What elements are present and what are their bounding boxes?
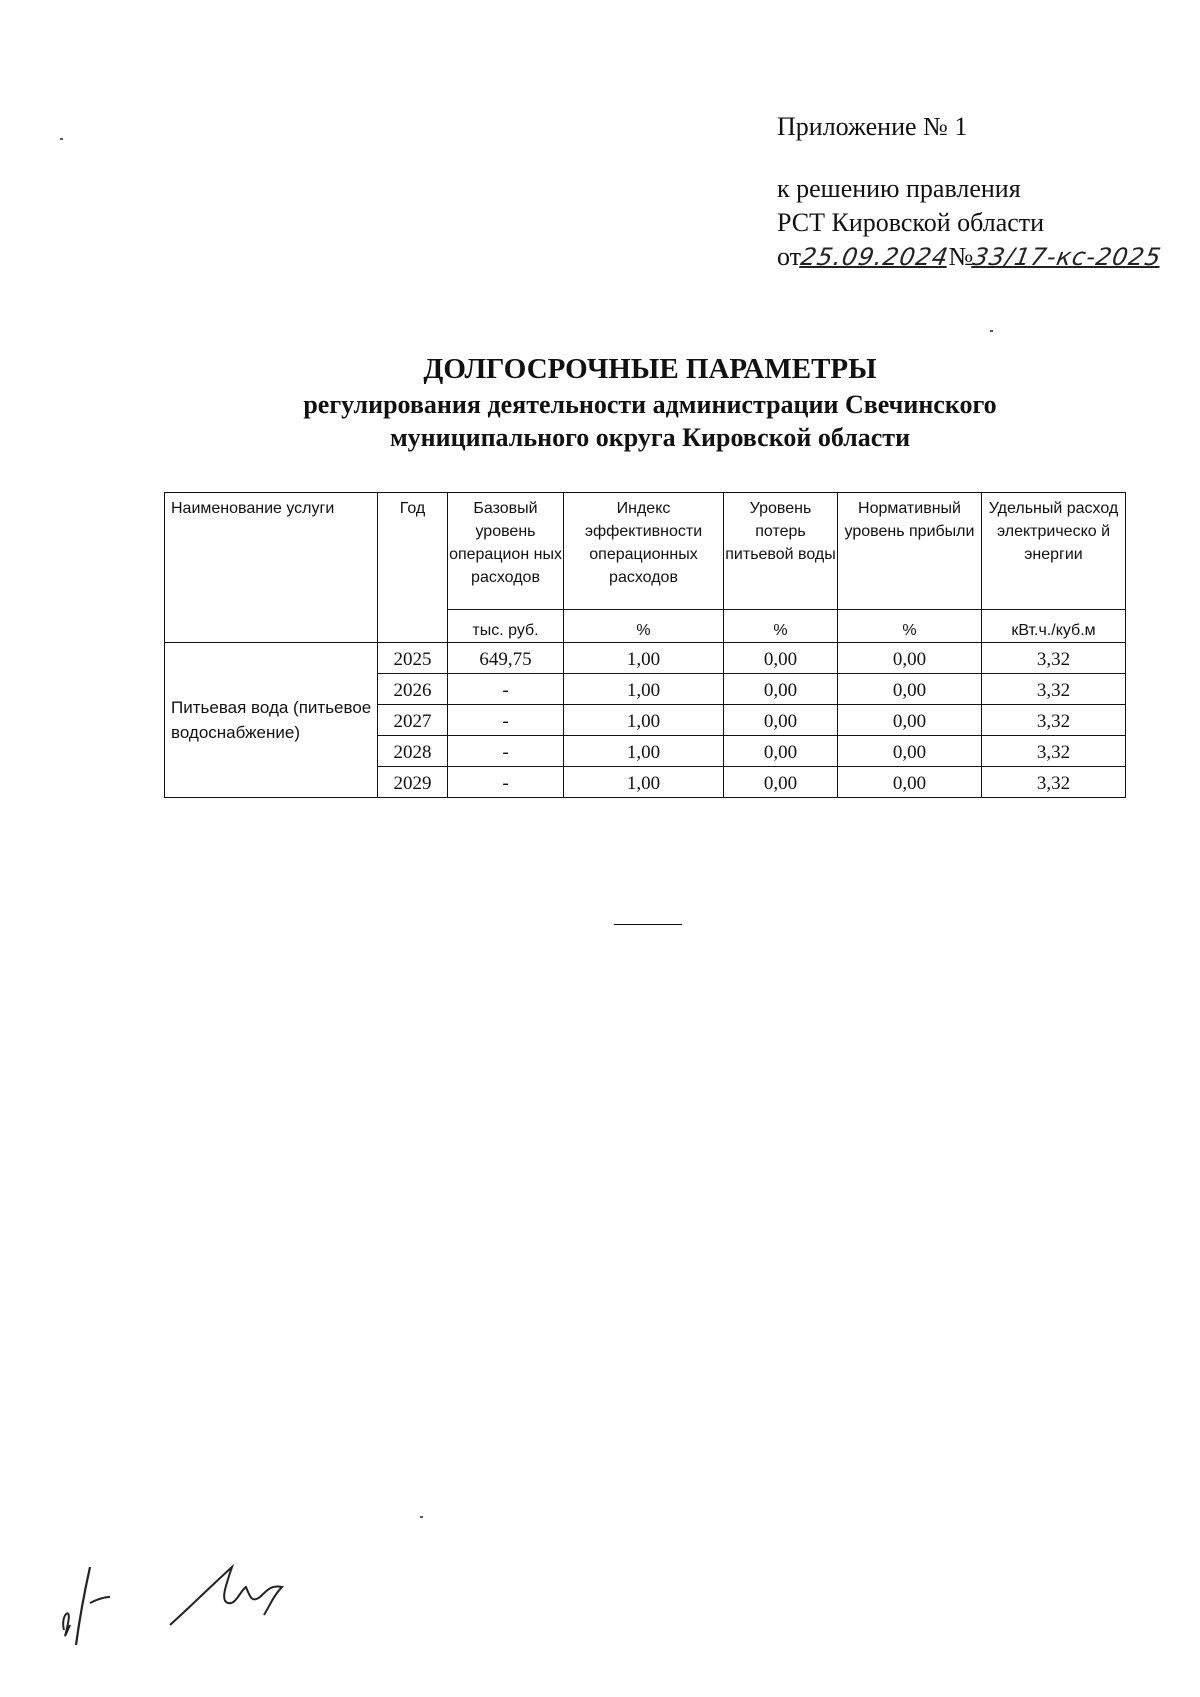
header-base-costs: Базовый уровень операцион ных расходов: [448, 493, 564, 610]
appendix-block: [777, 110, 1162, 274]
cell-energy-consumption: 3,32: [982, 705, 1126, 736]
scan-speck: [990, 330, 993, 332]
cell-energy-consumption: 3,32: [982, 643, 1126, 674]
appendix-title: Приложение № 1: [777, 112, 968, 141]
cell-base-costs: 649,75: [448, 643, 564, 674]
cell-efficiency-index: 1,00: [564, 736, 724, 767]
title-line-1: ДОЛГОСРОЧНЫЕ ПАРАМЕТРЫ: [423, 353, 877, 385]
cell-energy-consumption: 3,32: [982, 767, 1126, 798]
handwritten-date: 25.09.2024: [798, 243, 951, 271]
header-service: Наименование услуги: [165, 493, 378, 643]
unit-efficiency-index: %: [564, 610, 724, 643]
cell-water-losses: 0,00: [724, 643, 838, 674]
appendix-authority-line: РСТ Кировской области: [777, 208, 1045, 237]
handwritten-initials-signature: [50, 1545, 290, 1655]
number-prefix: №: [948, 242, 974, 271]
cell-efficiency-index: 1,00: [564, 643, 724, 674]
cell-energy-consumption: 3,32: [982, 736, 1126, 767]
cell-base-costs: -: [448, 736, 564, 767]
scan-speck: [60, 138, 63, 140]
cell-energy-consumption: 3,32: [982, 674, 1126, 705]
cell-profit-level: 0,00: [838, 767, 982, 798]
parameters-table: [164, 492, 1126, 798]
scan-speck: [420, 1516, 423, 1518]
cell-efficiency-index: 1,00: [564, 767, 724, 798]
unit-water-losses: %: [724, 610, 838, 643]
appendix-decision-line: к решению правления: [777, 174, 1021, 203]
cell-year: 2027: [378, 705, 448, 736]
unit-base-costs: тыс. руб.: [448, 610, 564, 643]
appendix-date-line: [777, 240, 1162, 274]
table-row: [165, 643, 1126, 674]
cell-year: 2028: [378, 736, 448, 767]
cell-base-costs: -: [448, 674, 564, 705]
title-line-3: муниципального округа Кировской области: [389, 423, 911, 452]
cell-base-costs: -: [448, 705, 564, 736]
header-year: Год: [378, 493, 448, 643]
cell-profit-level: 0,00: [838, 643, 982, 674]
cell-water-losses: 0,00: [724, 705, 838, 736]
title-line-2: регулирования деятельности администрации Свечинского: [303, 390, 997, 419]
cell-year: 2025: [378, 643, 448, 674]
cell-efficiency-index: 1,00: [564, 674, 724, 705]
header-efficiency-index: Индекс эффективности операционных расходов: [564, 493, 724, 610]
header-water-losses: Уровень потерь питьевой воды: [724, 493, 838, 610]
cell-water-losses: 0,00: [724, 767, 838, 798]
service-name: Питьевая вода (питьевое водоснабжение): [165, 643, 378, 798]
header-profit-level: Нормативный уровень прибыли: [838, 493, 982, 610]
document-title: [0, 350, 1200, 454]
header-energy-consumption: Удельный расход электрическо й энергии: [982, 493, 1126, 610]
header-row: [165, 493, 1126, 610]
handwritten-number: 33/17-кс-2025: [970, 243, 1164, 271]
cell-profit-level: 0,00: [838, 736, 982, 767]
cell-efficiency-index: 1,00: [564, 705, 724, 736]
unit-energy-consumption: кВт.ч./куб.м: [982, 610, 1126, 643]
cell-base-costs: -: [448, 767, 564, 798]
cell-water-losses: 0,00: [724, 736, 838, 767]
cell-profit-level: 0,00: [838, 674, 982, 705]
cell-year: 2026: [378, 674, 448, 705]
cell-profit-level: 0,00: [838, 705, 982, 736]
cell-water-losses: 0,00: [724, 674, 838, 705]
date-prefix: от: [777, 242, 802, 271]
unit-profit-level: %: [838, 610, 982, 643]
end-rule: [614, 924, 682, 925]
cell-year: 2029: [378, 767, 448, 798]
